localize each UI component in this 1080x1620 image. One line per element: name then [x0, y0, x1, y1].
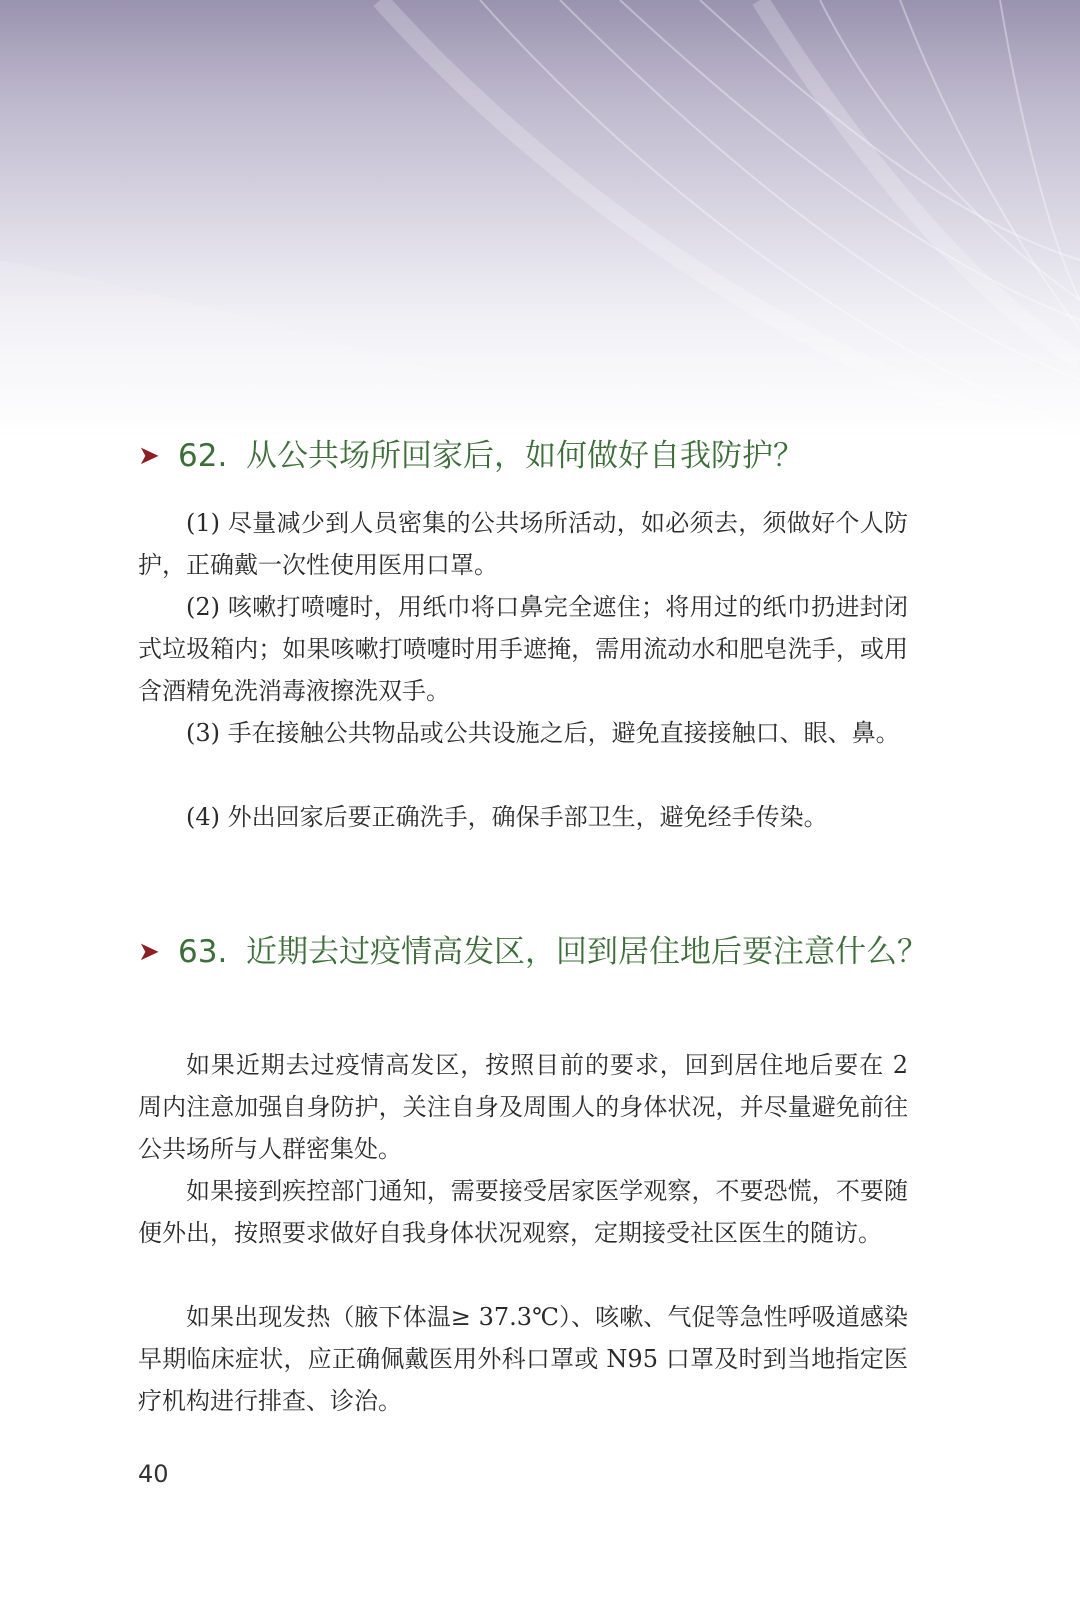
paragraph: 如果近期去过疫情高发区，按照目前的要求，回到居住地后要在 2 周内注意加强自身防护，关注自身及周围人的身体状况，并尽量避免前往公共场所与人群密集处。: [138, 1051, 908, 1163]
arrow-bullet-icon: ➤: [138, 441, 160, 471]
paragraph: (2) 咳嗽打喷嚏时，用纸巾将口鼻完全遮住；将用过的纸巾扔进封闭式垃圾箱内；如果咳嗽打喷嚏时用手遮掩，需用流动水和肥皂洗手，或用含酒精免洗消毒液擦洗双手。: [138, 593, 908, 705]
question-title: 从公共场所回家后，如何做好自我防护？: [246, 438, 804, 474]
page-number: 40: [138, 1460, 169, 1488]
paragraph: 如果接到疾控部门通知，需要接受居家医学观察，不要恐慌，不要随便外出，按照要求做好自我身体状况观察，定期接受社区医生的随访。: [138, 1177, 908, 1247]
question-number: 63.: [178, 934, 228, 970]
paragraph: (4) 外出回家后要正确洗手，确保手部卫生，避免经手传染。: [186, 803, 828, 831]
banner-curves: [0, 0, 1080, 440]
question-number: 62.: [178, 438, 228, 474]
paragraph: (3) 手在接触公共物品或公共设施之后，避免直接接触口、眼、鼻。: [186, 719, 900, 747]
question-62-heading: [138, 430, 928, 482]
arrow-bullet-icon: ➤: [138, 937, 160, 967]
paragraph: (1) 尽量减少到人员密集的公共场所活动，如必须去，须做好个人防护，正确戴一次性使用医用口罩。: [138, 509, 908, 579]
paragraph: 如果出现发热（腋下体温≥ 37.3℃）、咳嗽、气促等急性呼吸道感染早期临床症状，应正确佩戴医用外科口罩或 N95 口罩及时到当地指定医疗机构进行排查、诊治。: [138, 1303, 908, 1415]
question-title: 近期去过疫情高发区，回到居住地后要注意什么？: [246, 934, 928, 970]
header-banner: [0, 0, 1080, 440]
question-63-heading: [138, 926, 928, 978]
